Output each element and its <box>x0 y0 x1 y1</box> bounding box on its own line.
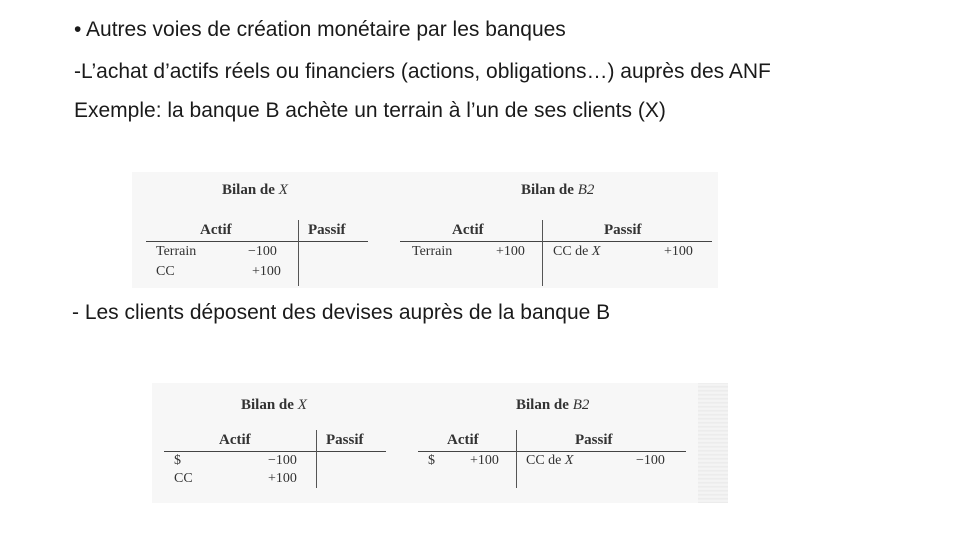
table-divider <box>542 220 543 286</box>
balance-sheet-figure-1 <box>132 172 718 288</box>
table-title-bilan-b2: Bilan de B2 <box>516 397 590 413</box>
actif-header: Actif <box>219 432 251 448</box>
passif-header: Passif <box>575 432 613 448</box>
table-divider <box>298 220 299 286</box>
actif-label: Terrain <box>412 244 453 259</box>
passif-value: +100 <box>664 244 693 259</box>
row-label: CC <box>174 471 193 486</box>
row-value: −100 <box>268 453 297 468</box>
table-title-bilan-x: Bilan de X <box>241 397 307 413</box>
table-divider <box>516 430 517 488</box>
passif-header: Passif <box>326 432 364 448</box>
passif-header: Passif <box>308 222 346 238</box>
table-title-bilan-b2: Bilan de B2 <box>521 182 595 198</box>
table-rule <box>418 451 686 452</box>
balance-sheet-figure-2 <box>152 383 728 503</box>
table-rule <box>400 241 712 242</box>
passif-header: Passif <box>604 222 642 238</box>
actif-header: Actif <box>200 222 232 238</box>
passif-value: −100 <box>636 453 665 468</box>
scan-artifact <box>698 383 728 503</box>
table-rule <box>146 241 368 242</box>
row-value: +100 <box>268 471 297 486</box>
actif-header: Actif <box>452 222 484 238</box>
actif-label: $ <box>428 453 435 468</box>
row-value: −100 <box>248 244 277 259</box>
text-line-exemple: Exemple: la banque B achète un terrain à l’un de ses clients (X) <box>74 99 666 122</box>
text-line-devises: - Les clients déposent des devises auprès de la banque B <box>72 301 611 324</box>
table-divider <box>316 430 317 488</box>
actif-header: Actif <box>447 432 479 448</box>
passif-label: CC de X <box>553 244 601 259</box>
row-label: CC <box>156 264 175 279</box>
row-label: Terrain <box>156 244 197 259</box>
row-label: $ <box>174 453 181 468</box>
actif-value: +100 <box>496 244 525 259</box>
table-title-bilan-x: Bilan de X <box>222 182 288 198</box>
slide-title: • Autres voies de création monétaire par les banques <box>74 18 566 41</box>
table-rule <box>164 451 386 452</box>
row-value: +100 <box>252 264 281 279</box>
text-line-achat-actifs: -L’achat d’actifs réels ou financiers (actions, obligations…) auprès des ANF <box>74 60 771 83</box>
actif-value: +100 <box>470 453 499 468</box>
passif-label: CC de X <box>526 453 574 468</box>
